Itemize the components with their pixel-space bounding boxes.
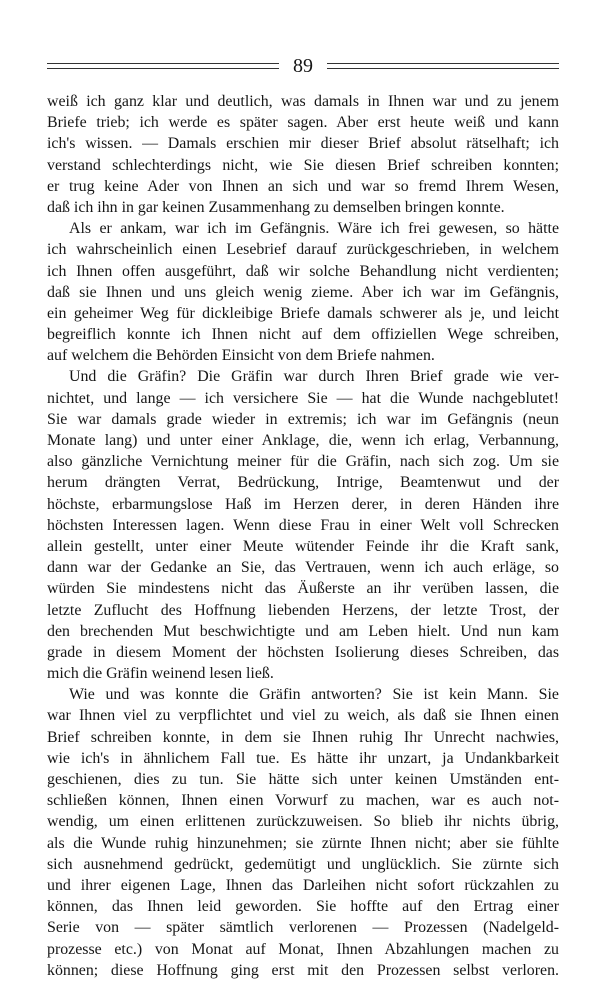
text-line: sich ausnehmend gedrückt, gedemütigt und unglücklich. Sie zürnte sich xyxy=(47,855,559,873)
header-rule-right xyxy=(327,63,559,69)
text-line: höchsten Interessen lagen. Wenn diese Frau in einer Welt voll Schrecken xyxy=(47,516,559,534)
text-line: daß sie Ihnen und uns gleich wenig zieme. Aber ich war im Gefängnis, xyxy=(47,283,559,301)
text-line: begreiflich konnte ich Ihnen nicht auf dem offiziellen Wege schreiben, xyxy=(47,326,559,344)
text-line: dann war der Gedanke an Sie, das Vertrauen, wenn ich auch erläge, so xyxy=(47,559,559,577)
text-line: Sie war damals grade wieder in extremis; ich war im Gefängnis (neun xyxy=(47,410,559,428)
text-line: ich Ihnen offen ausgeführt, daß wir solche Behandlung nicht verdienten; xyxy=(47,262,559,280)
text-line: würden Sie mindestens nicht das Äußerste an ihr verüben lassen, die xyxy=(47,580,559,598)
text-line: letzte Zuflucht des Hoffnung liebenden Herzens, der letzte Trost, der xyxy=(47,601,559,619)
text-line: wie ich's in ähnlichem Fall tue. Es hätte ihr unzart, ja Undankbarkeit xyxy=(47,749,559,767)
text-line: ich's wissen. — Damals erschien mir dieser Brief absolut rätselhaft; ich xyxy=(47,135,559,153)
text-line: als die Wunde ruhig hinzunehmen; sie zürnte Ihnen nicht; aber sie fühlte xyxy=(47,834,559,852)
text-line: können; diese Hoffnung ging erst mit den Prozessen selbst verloren. xyxy=(47,961,559,979)
text-line: allein gestellt, unter einer Meute wütender Feinde ihr die Kraft sank, xyxy=(47,537,559,555)
text-line: war Ihnen viel zu verpflichtet und viel zu weich, als daß sie Ihnen einen xyxy=(47,707,559,725)
text-line: höchste, erbarmungslose Haß im Herzen derer, in deren Händen ihre xyxy=(47,495,559,513)
page-header xyxy=(47,54,559,78)
text-line: wendig, um einen erlittenen zurückzuweisen. So blieb ihr nichts übrig, xyxy=(47,813,559,831)
text-line: Monate lang) und unter einer Anklage, die, wenn ich erlag, Verbannung, xyxy=(47,432,559,449)
text-line: er trug keine Ader von Ihnen an sich und war so fremd Ihrem Wesen, xyxy=(47,177,559,195)
text-line: ich wahrscheinlich einen Lesebrief darauf zurückgeschrieben, in welchem xyxy=(47,241,559,259)
header-rule-left xyxy=(47,63,279,69)
text-line: geschienen, dies zu tun. Sie hätte sich unter keinen Umständen ent- xyxy=(47,771,559,788)
text-line: Briefe trieb; ich werde es später sagen. Aber erst heute weiß und kann xyxy=(47,114,559,132)
text-line: Als er ankam, war ich im Gefängnis. Wäre ich frei gewesen, so hätte xyxy=(69,220,559,238)
text-line: herum drängten Verrat, Bedrückung, Intrige, Beamtenwut und der xyxy=(47,474,559,492)
text-line: mich die Gräfin weinend lesen ließ. xyxy=(47,665,274,683)
text-line: Wie und was konnte die Gräfin antworten? Sie ist kein Mann. Sie xyxy=(69,686,559,704)
text-line: auf welchem die Behörden Einsicht von dem Briefe nahmen. xyxy=(47,347,435,365)
text-line: Und die Gräfin? Die Gräfin war durch Ihren Brief grade wie ver- xyxy=(69,368,559,386)
text-line: grade in diesem Moment der höchsten Isolierung dieses Schreiben, das xyxy=(47,643,559,661)
text-line: Brief schreiben konnte, in dem sie Ihnen ruhig Ihr Unrecht nachwies, xyxy=(47,728,559,746)
text-line: nichtet, und lange — ich versichere Sie — hat die Wunde nachgeblutet! xyxy=(47,389,559,407)
page-number: 89 xyxy=(293,55,313,77)
text-line: und ihrer eigenen Lage, Ihnen das Darleihen nicht sofort rückzahlen zu xyxy=(47,876,559,894)
text-line: also gänzliche Vernichtung meiner für die Gräfin, nach sich zog. Um sie xyxy=(47,453,559,471)
body-text xyxy=(47,91,559,981)
text-line: weiß ich ganz klar und deutlich, was damals in Ihnen war und zu jenem xyxy=(47,93,559,110)
text-line: ein geheimer Weg für dickleibige Briefe damals schwerer als je, und leicht xyxy=(47,304,559,322)
text-line: prozesse etc.) von Monat auf Monat, Ihnen Abzahlungen machen zu xyxy=(47,940,559,958)
text-line: den brechenden Mut beschwichtigte und am Leben hielt. Und nun kam xyxy=(47,622,559,640)
text-line: verstand schlechterdings nicht, wie Sie diesen Brief schreiben konnten; xyxy=(47,156,559,174)
text-line: schließen können, Ihnen einen Vorwurf zu machen, war es auch not- xyxy=(47,792,559,810)
text-line: Serie von — später sämtlich verlorenen — Prozessen (Nadelgeld- xyxy=(47,919,559,937)
text-line: daß ich ihn in gar keinen Zusammenhang zu demselben bringen konnte. xyxy=(47,198,505,216)
text-line: können, das Ihnen leid geworden. Sie hoffte auf den Ertrag einer xyxy=(47,898,559,916)
